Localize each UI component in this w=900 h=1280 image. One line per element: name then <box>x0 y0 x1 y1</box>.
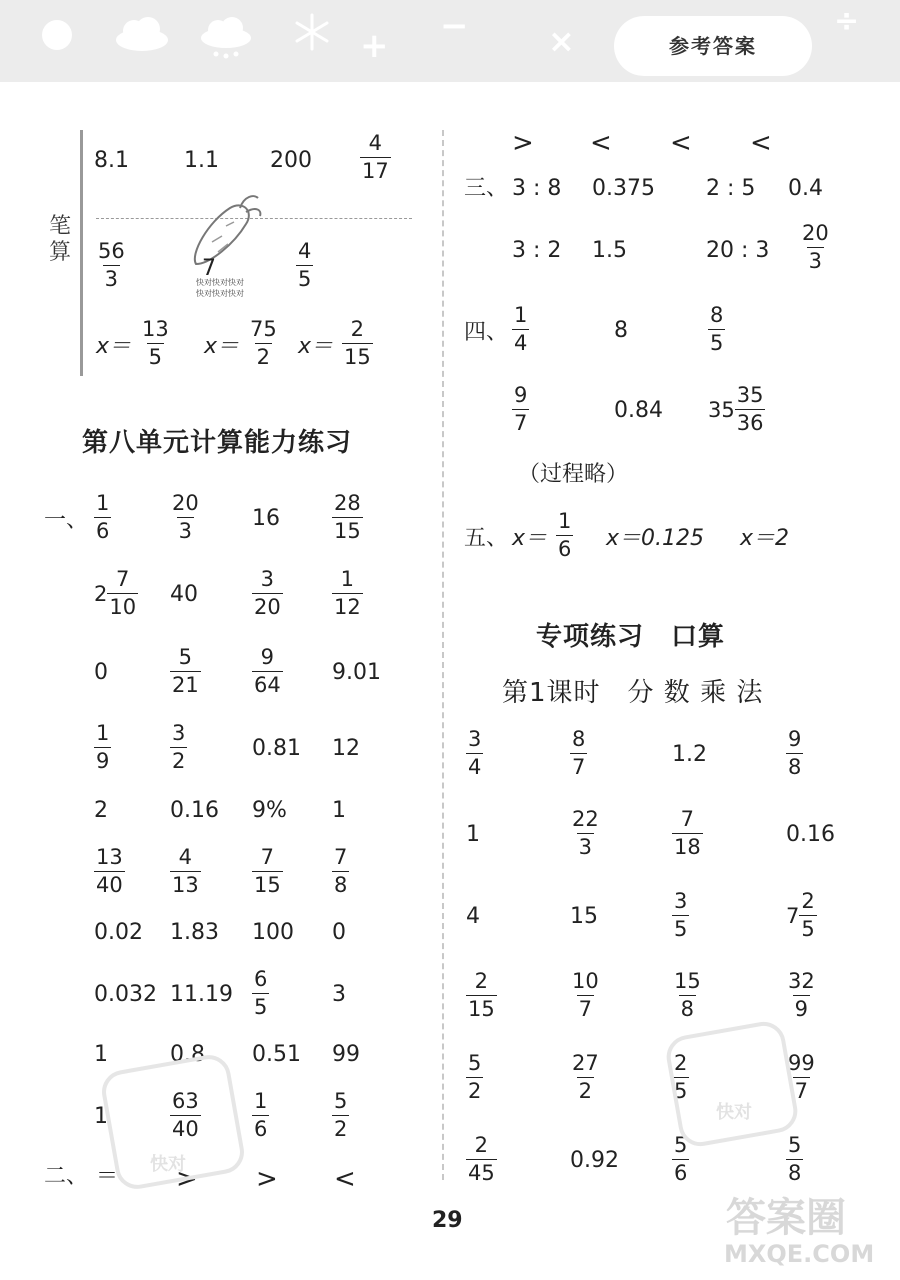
denominator: 7 <box>514 411 528 436</box>
answer-value: 1.2 <box>672 742 707 767</box>
numerator: 5 <box>178 645 193 669</box>
numerator: 7 <box>334 845 348 869</box>
ratio-value: 1.5 <box>592 238 627 263</box>
numerator: 1 <box>340 567 355 591</box>
answer-fraction: $\frac{2}{15}$ <box>344 317 371 370</box>
cloud-icon <box>112 16 172 52</box>
answer-value: 200 <box>270 148 312 173</box>
equation-x: x＝ <box>298 334 334 359</box>
answer-fraction <box>252 846 283 897</box>
answer-fraction <box>170 646 201 697</box>
denominator: 6 <box>96 519 110 544</box>
answer-fraction <box>512 304 529 355</box>
comparison-symbol: < <box>590 128 612 158</box>
denominator: 9 <box>96 749 110 774</box>
answer-value: 0.16 <box>786 822 835 847</box>
side-label-char: 算 <box>48 240 71 265</box>
carrot-icon <box>188 192 264 272</box>
site-watermark-url: MXQE.COM <box>724 1240 875 1268</box>
special-practice-title: 专项练习 口算 <box>536 622 726 652</box>
answer-fraction <box>94 846 125 897</box>
answer-fraction <box>94 492 111 543</box>
answer-fraction: $\frac{56}{3}$ <box>98 239 125 292</box>
answer-fraction <box>252 1090 269 1141</box>
answer-fraction <box>786 1134 803 1185</box>
numerator: 7 <box>260 845 275 869</box>
denominator: 9 <box>794 997 809 1022</box>
denominator: 2 <box>468 1079 482 1104</box>
lesson-title: 第1课时 分 数 乘 法 <box>502 678 764 708</box>
answer-value: 0 <box>94 660 108 685</box>
denominator: 10 <box>109 595 137 620</box>
answer-value: 1 <box>94 1104 108 1129</box>
denominator: 8 <box>334 873 348 898</box>
numerator: 8 <box>572 727 586 751</box>
ratio-value: 0.4 <box>788 176 823 201</box>
divide-icon: ÷ <box>834 4 860 39</box>
denominator: 7 <box>578 997 593 1022</box>
answer-fraction <box>332 846 349 897</box>
answer-value: 12 <box>332 736 360 761</box>
answer-fraction: $\frac{1}{6}$ <box>558 509 572 562</box>
answer-mixed-number <box>786 890 817 941</box>
denominator: 2 <box>334 1117 348 1142</box>
answer-fraction <box>332 568 363 619</box>
answer-fraction <box>512 384 529 435</box>
comparison-symbol: < <box>670 128 692 158</box>
answer-value: 0.81 <box>252 736 301 761</box>
answer-fraction <box>332 492 363 543</box>
denominator: 45 <box>468 1161 495 1186</box>
numerator: 2 <box>674 1051 688 1075</box>
numerator: 3 <box>468 727 482 751</box>
equation-x: x＝0.125 <box>606 526 705 551</box>
process-note: （过程略） <box>518 462 629 487</box>
equation-x: x＝ <box>204 334 240 359</box>
answer-fraction <box>672 890 689 941</box>
denominator: 5 <box>801 917 815 942</box>
numerator: 15 <box>674 969 701 993</box>
denominator: 40 <box>172 1117 199 1142</box>
denominator: 15 <box>254 873 281 898</box>
numerator: 63 <box>172 1089 199 1113</box>
numerator: 8 <box>710 303 724 327</box>
denominator: 8 <box>788 755 802 780</box>
denominator: 12 <box>334 595 361 620</box>
comparison-symbol: < <box>334 1164 356 1194</box>
minus-icon: − <box>440 6 469 46</box>
rain-cloud-icon <box>196 16 256 60</box>
answer-value: 0.84 <box>614 398 663 423</box>
numerator: 5 <box>468 1051 482 1075</box>
answer-value: 1.83 <box>170 920 219 945</box>
denominator: 21 <box>172 673 199 698</box>
answer-fraction: $\frac{20}{3}$ <box>802 221 829 274</box>
comparison-symbol: < <box>750 128 772 158</box>
whole-part: 2 <box>94 581 108 606</box>
numerator: 5 <box>788 1133 802 1157</box>
whole-part: 7 <box>786 903 800 928</box>
denominator: 4 <box>514 331 528 356</box>
denominator: 8 <box>788 1161 802 1186</box>
part-label: 一、 <box>44 508 89 533</box>
numerator: 28 <box>334 491 361 515</box>
denominator: 15 <box>334 519 361 544</box>
watermark-text: 快对 <box>150 1154 186 1175</box>
section-title: 第八单元计算能力练习 <box>82 428 353 458</box>
answer-value: 8.1 <box>94 148 129 173</box>
answer-fraction <box>570 728 587 779</box>
answer-value: 2 <box>94 798 108 823</box>
answer-value: 7 <box>202 256 216 281</box>
numerator: 99 <box>788 1051 815 1075</box>
site-watermark: 答案圈 <box>726 1195 846 1241</box>
numerator: 1 <box>514 303 528 327</box>
numerator: 9 <box>260 645 275 669</box>
numerator: 22 <box>572 807 599 831</box>
answer-fraction <box>170 492 201 543</box>
numerator: 5 <box>334 1089 348 1113</box>
denominator: 5 <box>674 1079 688 1104</box>
column-divider <box>442 130 444 1180</box>
answer-value: 1 <box>94 1042 108 1067</box>
numerator: 6 <box>254 967 268 991</box>
answer-value: 4 <box>466 904 480 929</box>
answer-value: 0.16 <box>170 798 219 823</box>
numerator: 32 <box>788 969 815 993</box>
numerator: 1 <box>96 721 110 745</box>
answer-fraction <box>570 1052 601 1103</box>
answer-mixed-number <box>708 384 765 435</box>
answer-fraction <box>466 728 483 779</box>
answer-value: 0.51 <box>252 1042 301 1067</box>
carrot-caption: 快对快对快对 <box>196 278 244 287</box>
numerator: 7 <box>680 807 695 831</box>
denominator: 6 <box>254 1117 268 1142</box>
side-bar <box>80 130 83 376</box>
answer-key-badge: 参考答案 <box>614 16 812 76</box>
denominator: 4 <box>468 755 482 780</box>
kuaidui-watermark <box>663 1018 801 1149</box>
numerator: 9 <box>514 383 528 407</box>
denominator: 64 <box>254 673 281 698</box>
denominator: 5 <box>254 995 268 1020</box>
answer-value: 0 <box>332 920 346 945</box>
answer-fraction <box>466 1052 483 1103</box>
part-label: 三、 <box>464 176 509 201</box>
answer-value: 16 <box>252 506 280 531</box>
answer-value: 15 <box>570 904 598 929</box>
answer-value: 8 <box>614 318 628 343</box>
denominator: 36 <box>736 411 764 436</box>
answer-fraction <box>170 722 187 773</box>
answer-value: 0.032 <box>94 982 157 1007</box>
answer-fraction <box>252 568 283 619</box>
answer-value: 99 <box>332 1042 360 1067</box>
comparison-symbol: > <box>512 128 534 158</box>
answer-value: 9% <box>252 798 287 823</box>
denominator: 7 <box>794 1079 809 1104</box>
answer-fraction <box>786 728 803 779</box>
page-header <box>0 0 900 82</box>
equation-x: x＝2 <box>740 526 790 551</box>
watermark-text: 快对 <box>716 1102 752 1123</box>
numerator: 2 <box>801 889 815 913</box>
answer-value: 9.01 <box>332 660 381 685</box>
answer-fraction <box>570 808 601 859</box>
denominator: 3 <box>578 835 593 860</box>
times-icon: × <box>548 22 575 60</box>
numerator: 5 <box>674 1133 688 1157</box>
comparison-symbol: ＝ <box>96 1164 119 1189</box>
denominator: 18 <box>674 835 701 860</box>
answer-fraction <box>94 722 111 773</box>
numerator: 7 <box>116 567 130 591</box>
numerator: 3 <box>260 567 275 591</box>
answer-value: 1 <box>332 798 346 823</box>
denominator: 20 <box>254 595 281 620</box>
answer-fraction <box>786 970 817 1021</box>
answer-fraction <box>170 846 201 897</box>
answer-value: 0.02 <box>94 920 143 945</box>
answer-value: 1.1 <box>184 148 219 173</box>
answer-fraction <box>672 970 703 1021</box>
answer-value: 0.92 <box>570 1148 619 1173</box>
numerator: 27 <box>572 1051 599 1075</box>
answer-fraction <box>708 304 725 355</box>
answer-value: 100 <box>252 920 294 945</box>
answer-mixed-number <box>94 568 138 619</box>
whole-part: 35 <box>708 397 735 422</box>
answer-value: 0.8 <box>170 1042 205 1067</box>
page-number: 29 <box>432 1208 463 1233</box>
part-label: 二、 <box>44 1164 89 1189</box>
ratio-value: 3 : 8 <box>512 176 562 201</box>
denominator: 2 <box>172 749 186 774</box>
comparison-symbol: > <box>256 1164 278 1194</box>
denominator: 3 <box>178 519 193 544</box>
numerator: 4 <box>178 845 193 869</box>
numerator: 1 <box>96 491 110 515</box>
denominator: 6 <box>674 1161 688 1186</box>
numerator: 13 <box>96 845 123 869</box>
equation-x: x＝ <box>512 526 548 551</box>
plus-icon: + <box>360 26 389 66</box>
ratio-value: 0.375 <box>592 176 655 201</box>
answer-fraction <box>252 646 283 697</box>
ratio-value: 3 : 2 <box>512 238 562 263</box>
numerator: 35 <box>736 383 764 407</box>
numerator: 20 <box>172 491 199 515</box>
snowflake-icon <box>292 12 332 52</box>
answer-fraction: $\frac{4}{17}$ <box>362 131 389 184</box>
side-label-char: 笔 <box>48 214 71 239</box>
carrot-caption: 快对快对快对 <box>196 289 244 298</box>
denominator: 5 <box>710 331 724 356</box>
denominator: 5 <box>674 917 688 942</box>
answer-fraction <box>466 1134 497 1185</box>
comparison-symbol: > <box>176 1164 198 1194</box>
answer-fraction <box>570 970 601 1021</box>
answer-fraction: $\frac{4}{5}$ <box>298 239 312 292</box>
answer-value: 40 <box>170 582 198 607</box>
numerator: 3 <box>674 889 688 913</box>
numerator: 9 <box>788 727 802 751</box>
answer-fraction <box>332 1090 349 1141</box>
part-label: 四、 <box>464 320 509 345</box>
numerator: 3 <box>172 721 186 745</box>
denominator: 2 <box>578 1079 593 1104</box>
ratio-value: 20 : 3 <box>706 238 770 263</box>
answer-value: 11.19 <box>170 982 233 1007</box>
numerator: 2 <box>474 969 489 993</box>
denominator: 15 <box>468 997 495 1022</box>
answer-fraction <box>672 808 703 859</box>
numerator: 1 <box>254 1089 268 1113</box>
answer-value: 3 <box>332 982 346 1007</box>
denominator: 40 <box>96 873 123 898</box>
numerator: 2 <box>474 1133 489 1157</box>
numerator: 10 <box>572 969 599 993</box>
ratio-value: 2 : 5 <box>706 176 756 201</box>
answer-fraction: $\frac{75}{2}$ <box>250 317 277 370</box>
part-label: 五、 <box>464 526 509 551</box>
answer-fraction: $\frac{13}{5}$ <box>142 317 169 370</box>
answer-fraction <box>466 970 497 1021</box>
denominator: 13 <box>172 873 199 898</box>
answer-value: 1 <box>466 822 480 847</box>
side-label <box>48 214 72 266</box>
sun-icon <box>40 18 74 52</box>
equation-x: x＝ <box>96 334 132 359</box>
denominator: 8 <box>680 997 695 1022</box>
answer-fraction <box>252 968 269 1019</box>
denominator: 7 <box>572 755 586 780</box>
